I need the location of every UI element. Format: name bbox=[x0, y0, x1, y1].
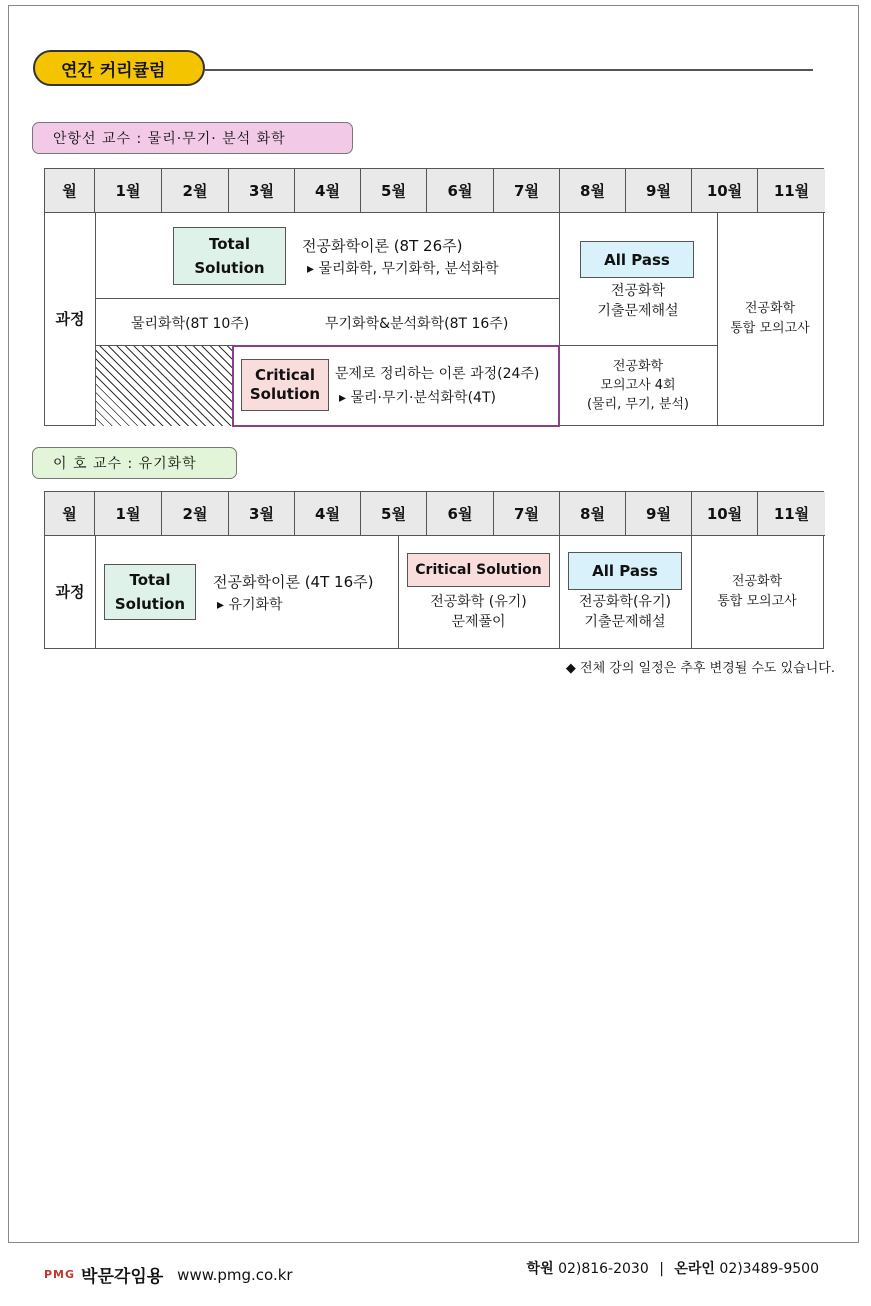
schedule-table-2 bbox=[44, 491, 824, 649]
divider bbox=[559, 345, 717, 346]
total-label-line1: Total bbox=[129, 571, 171, 589]
total-solution-badge-2 bbox=[104, 564, 196, 620]
critical-desc-2b: 문제풀이 bbox=[451, 614, 506, 630]
row-label-2: 과정 bbox=[55, 583, 85, 602]
critical-subjects: ▸ 물리·무기·분석화학(4T) bbox=[339, 390, 496, 406]
total-label-line1: Total bbox=[209, 235, 250, 253]
curriculum-title: 연간 커리큘럼 bbox=[33, 50, 205, 86]
title-divider bbox=[205, 69, 813, 71]
critical-description: 문제로 정리하는 이론 과정(24주) bbox=[335, 366, 540, 382]
critical-label-line1: Critical bbox=[254, 365, 315, 384]
header-cell: 11월 bbox=[758, 169, 825, 213]
header-cell: 6월 bbox=[427, 492, 494, 536]
header-cell: 4월 bbox=[295, 492, 361, 536]
total-label-line2: Solution bbox=[114, 595, 186, 613]
header-cell: 9월 bbox=[626, 169, 692, 213]
all-pass-badge-2: All Pass bbox=[568, 552, 682, 590]
footer-brand bbox=[44, 1262, 293, 1287]
all-pass-badge: All Pass bbox=[580, 241, 694, 278]
all-pass-desc-2a: 전공화학(유기) bbox=[578, 594, 672, 610]
critical-solution-badge bbox=[241, 359, 329, 411]
footer-contact bbox=[527, 1258, 819, 1278]
academy-phone: 02)816-2030 bbox=[558, 1261, 649, 1277]
mock-exam-3: (물리, 무기, 분석) bbox=[586, 397, 690, 412]
hatched-area bbox=[96, 346, 232, 426]
final-exam-2a: 전공화학 bbox=[731, 574, 783, 589]
theory-subjects: ▸ 물리화학, 무기화학, 분석화학 bbox=[307, 261, 499, 277]
divider bbox=[95, 536, 96, 649]
professor-label-2: 이 호 교수 : 유기화학 bbox=[32, 447, 237, 479]
critical-label-line2: Solution bbox=[249, 385, 321, 403]
header-cell: 9월 bbox=[626, 492, 692, 536]
header-cell: 7월 bbox=[494, 169, 560, 213]
divider bbox=[95, 298, 559, 299]
schedule-table-1 bbox=[44, 168, 824, 426]
header-cell: 4월 bbox=[295, 169, 361, 213]
all-pass-desc-2b: 기출문제해설 bbox=[584, 614, 666, 630]
critical-desc-2a: 전공화학 (유기) bbox=[430, 594, 527, 610]
header-cell: 8월 bbox=[560, 169, 626, 213]
mock-exam-1: 전공화학 bbox=[612, 359, 664, 374]
inorganic-chem-label: 무기화학&분석화학(8T 16주) bbox=[325, 316, 509, 332]
theory-title-2: 전공화학이론 (4T 16주) bbox=[213, 573, 374, 591]
theory-title: 전공화학이론 (8T 26주) bbox=[302, 237, 463, 255]
theory-subjects-2: ▸ 유기화학 bbox=[217, 597, 283, 613]
mock-exam-2: 모의고사 4회 bbox=[600, 378, 676, 393]
header-cell: 2월 bbox=[162, 169, 229, 213]
header-cell: 3월 bbox=[229, 169, 295, 213]
schedule-note: ◆ 전체 강의 일정은 추후 변경될 수도 있습니다. bbox=[565, 661, 835, 676]
row-label-1: 과정 bbox=[55, 310, 85, 329]
website-link[interactable]: www.pmg.co.kr bbox=[177, 1265, 293, 1284]
header-cell: 5월 bbox=[361, 492, 427, 536]
header-cell: 11월 bbox=[758, 492, 825, 536]
header-cell: 8월 bbox=[560, 492, 626, 536]
contact-separator: | bbox=[659, 1261, 664, 1277]
professor-label-1: 안항선 교수 : 물리·무기· 분석 화학 bbox=[32, 122, 353, 154]
header-cell: 6월 bbox=[427, 169, 494, 213]
final-exam-1: 전공화학 bbox=[744, 301, 796, 316]
header-cell: 2월 bbox=[162, 492, 229, 536]
header-cell: 7월 bbox=[494, 492, 560, 536]
physical-chem-label: 물리화학(8T 10주) bbox=[131, 316, 250, 332]
header-cell: 1월 bbox=[95, 169, 162, 213]
header-cell: 월 bbox=[45, 169, 95, 213]
online-phone: 02)3489-9500 bbox=[719, 1261, 819, 1277]
header-cell: 월 bbox=[45, 492, 95, 536]
final-exam-2b: 통합 모의고사 bbox=[717, 594, 797, 609]
final-exam-2: 통합 모의고사 bbox=[730, 321, 810, 336]
academy-label: 학원 bbox=[526, 1261, 554, 1277]
online-label: 온라인 bbox=[674, 1261, 715, 1277]
brand-name: 박문각임용 bbox=[81, 1267, 164, 1287]
header-cell: 3월 bbox=[229, 492, 295, 536]
header-cell: 5월 bbox=[361, 169, 427, 213]
critical-solution-badge-2: Critical Solution bbox=[407, 553, 550, 587]
pmg-logo-icon: PMG bbox=[44, 1268, 76, 1281]
header-cell: 10월 bbox=[692, 492, 758, 536]
all-pass-desc-2: 기출문제해설 bbox=[597, 303, 679, 319]
total-solution-badge bbox=[173, 227, 286, 285]
total-label-line2: Solution bbox=[194, 259, 265, 277]
all-pass-desc-1: 전공화학 bbox=[610, 283, 666, 299]
header-cell: 10월 bbox=[692, 169, 758, 213]
header-cell: 1월 bbox=[95, 492, 162, 536]
